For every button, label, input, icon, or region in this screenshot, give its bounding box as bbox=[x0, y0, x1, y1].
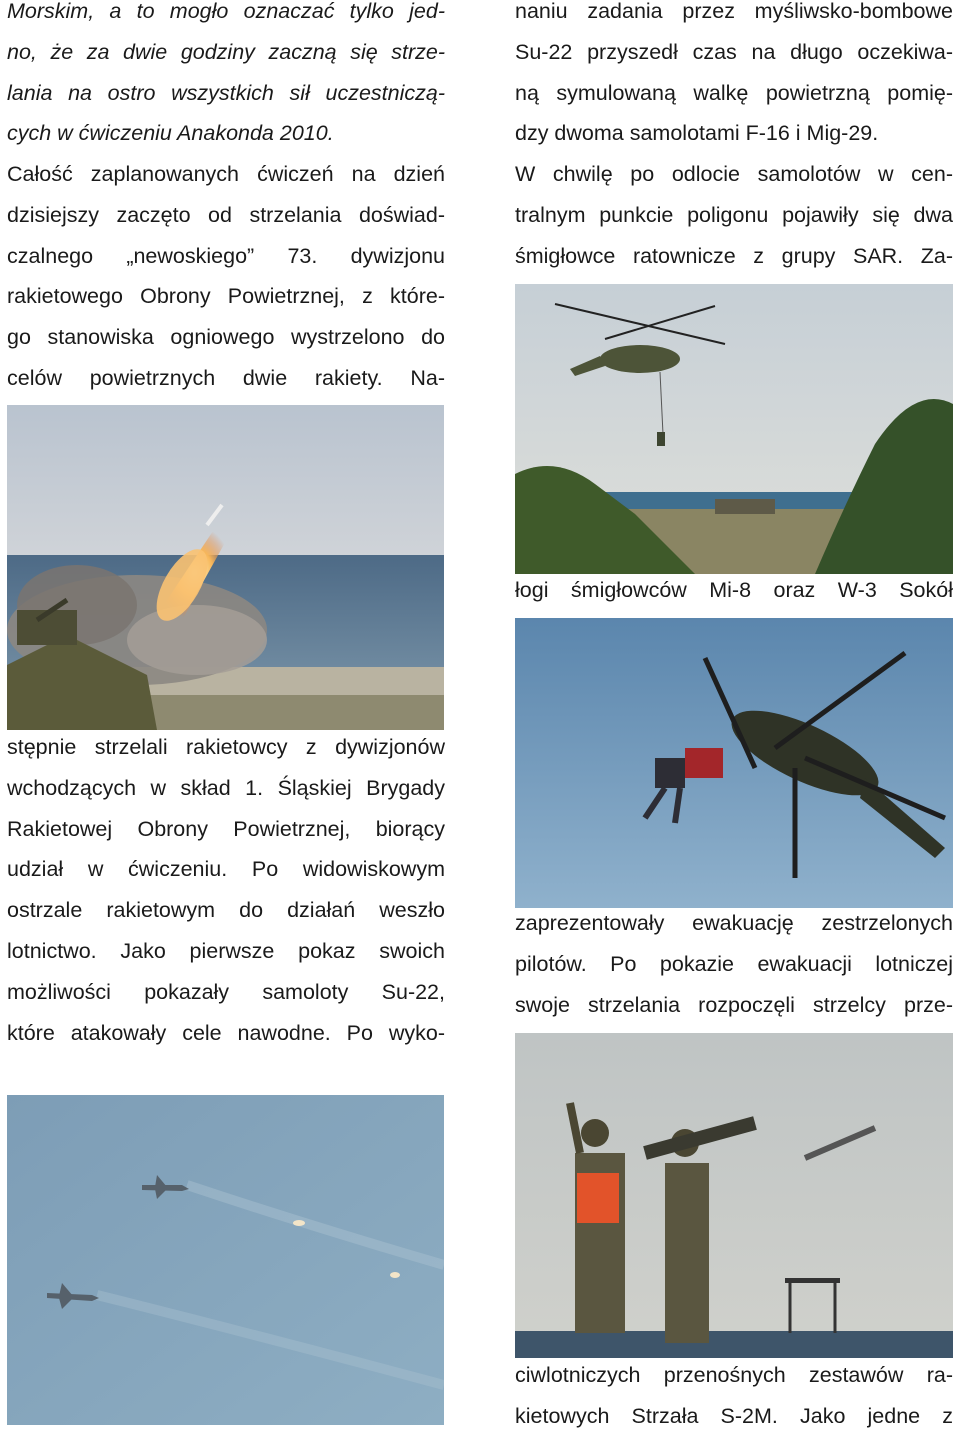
text-line: swoje strzelania rozpoczęli strzelcy prze- bbox=[515, 992, 953, 1017]
text-line: czalnego „newoskiego” 73. dywizjonu bbox=[7, 243, 445, 268]
text-line: udział w ćwiczeniu. Po widowiskowym bbox=[7, 857, 445, 882]
text-line: Całość zaplanowanych ćwiczeń na dzień bbox=[7, 162, 445, 186]
body-paragraph bbox=[515, 1355, 953, 1437]
text-line: wchodzących w skład 1. Śląskiej Brygady bbox=[7, 775, 445, 800]
text-line: które atakowały cele nawodne. Po wyko- bbox=[7, 1020, 445, 1045]
text-line: lotnictwo. Jako pierwsze pokaz swoich bbox=[7, 938, 445, 963]
text-line: Rakietowej Obrony Powietrznej, biorący bbox=[7, 816, 445, 841]
body-paragraph bbox=[7, 154, 445, 399]
text-line: Su-22 przyszedł czas na długo oczekiwa- bbox=[515, 39, 953, 64]
text-line: W chwilę po odlocie samolotów w cen- bbox=[515, 162, 953, 187]
text-line: celów powietrznych dwie rakiety. Na- bbox=[7, 365, 445, 390]
text-line: ostrzale rakietowym do działań weszło bbox=[7, 898, 445, 923]
text-line: kietowych Strzała S-2M. Jako jedne z bbox=[515, 1403, 953, 1428]
body-paragraph bbox=[7, 727, 445, 1053]
text-line: stępnie strzelali rakietowcy z dywizjonów bbox=[7, 735, 445, 759]
text-line: rakietowego Obrony Powietrznej, z które- bbox=[7, 284, 445, 309]
text-line: ciwlotniczych przenośnych zestawów ra- bbox=[515, 1363, 953, 1387]
text-line: łogi śmigłowców Mi-8 oraz W-3 Sokół bbox=[515, 578, 953, 602]
text-line: zaprezentowały ewakuację zestrzelonych bbox=[515, 911, 953, 935]
text-line: pilotów. Po pokazie ewakuacji lotniczej bbox=[515, 951, 953, 976]
text-line: dzy dwoma samolotami F-16 i Mig-29. bbox=[515, 121, 879, 146]
text-line: Morskim, a to mogło oznaczać tylko jed- bbox=[7, 0, 445, 23]
helicopter-evacuation-photo bbox=[515, 618, 953, 908]
text-line: cych w ćwiczeniu Anakonda 2010. bbox=[7, 121, 334, 146]
text-line: naniu zadania przez myśliwsko-bombowe bbox=[515, 0, 953, 23]
helicopter-rope-rescue-photo bbox=[515, 284, 953, 574]
missile-launch-photo bbox=[7, 405, 444, 730]
body-paragraph bbox=[515, 903, 953, 1025]
text-line: śmigłowce ratownicze z grupy SAR. Za- bbox=[515, 243, 953, 268]
intro-paragraph bbox=[7, 0, 445, 154]
text-line: lania na ostro wszystkich sił uczestniczą- bbox=[7, 80, 445, 105]
manpads-soldiers-photo bbox=[515, 1033, 953, 1358]
text-line: tralnym punkcie poligonu pojawiły się dwa bbox=[515, 202, 953, 227]
jets-in-sky-photo bbox=[7, 1095, 444, 1425]
text-line: ną symulowaną walkę powietrzną pomię- bbox=[515, 80, 953, 105]
text-line: możliwości pokazały samoloty Su-22, bbox=[7, 979, 445, 1004]
text-line: no, że za dwie godziny zaczną się strze- bbox=[7, 39, 445, 64]
body-paragraph bbox=[515, 570, 953, 611]
body-paragraph bbox=[515, 0, 953, 277]
text-line: go stanowiska ogniowego wystrzelono do bbox=[7, 325, 445, 350]
text-line: dzisiejszy zaczęto od strzelania doświad- bbox=[7, 202, 445, 227]
